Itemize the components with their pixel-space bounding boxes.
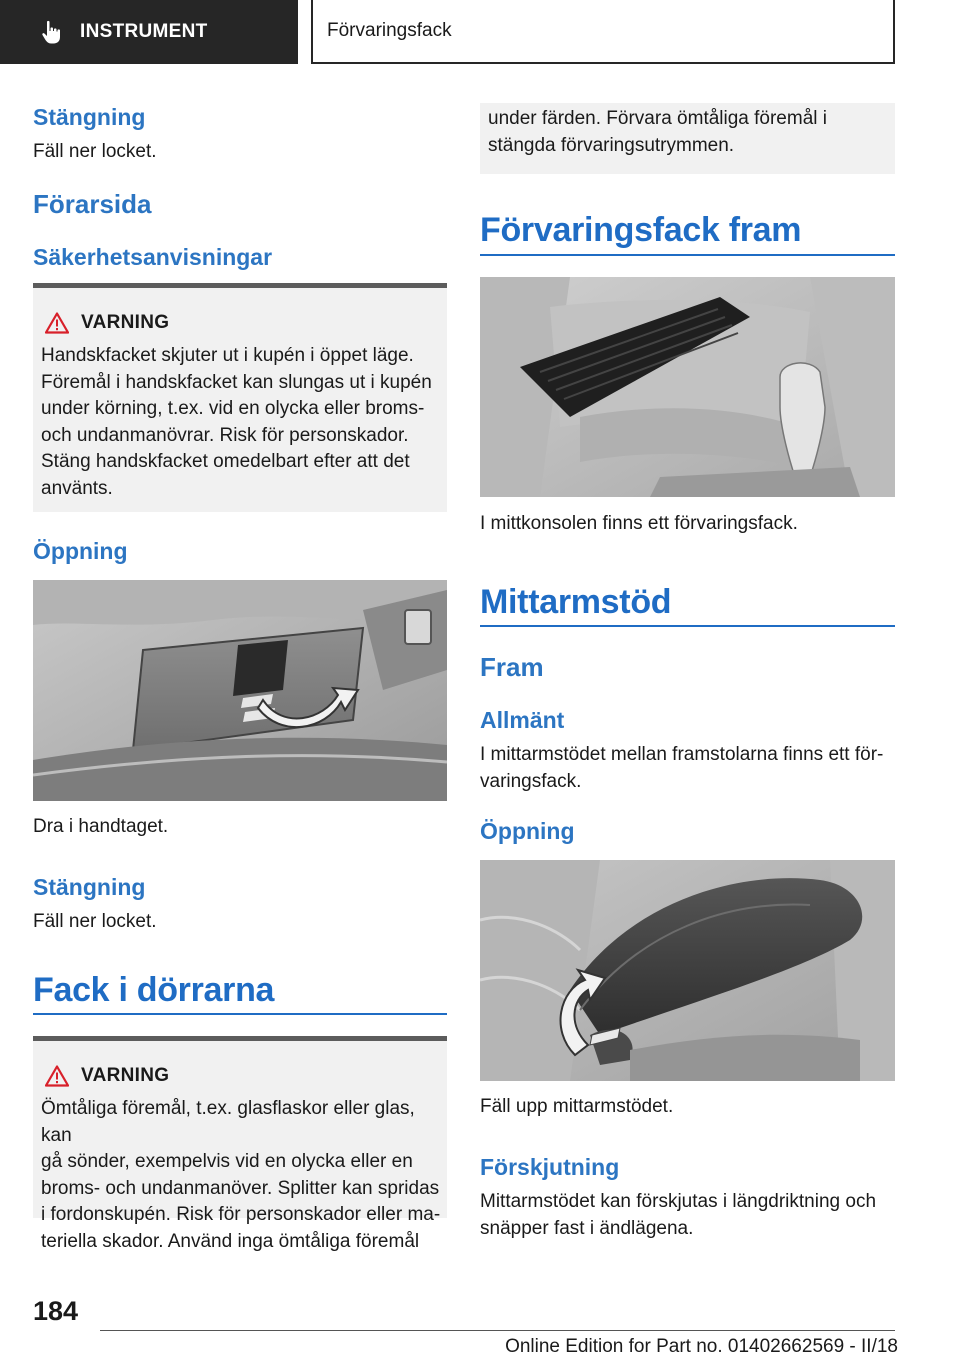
warning-line: och undanmanövrar. Risk för personskador.: [41, 424, 409, 446]
shifting-heading: Förskjutning: [480, 1154, 620, 1180]
warning-line: under färden. Förvara ömtåliga föremål i: [488, 108, 827, 129]
warning-line: stängda förvaringsutrymmen.: [488, 134, 735, 156]
center-console-illustration: [480, 277, 895, 497]
section-label: INSTRUMENT: [80, 21, 208, 42]
warning-line: Stäng handskfacket omedelbart efter att det: [41, 451, 410, 472]
warning-label-2: VARNING: [81, 1065, 170, 1086]
warning-line: i fordonskupén. Risk för personskador eller ma-: [41, 1204, 441, 1225]
footer-rule: [100, 1330, 895, 1331]
door-pockets-heading: Fack i dörrarna: [33, 971, 275, 1009]
page-number: 184: [33, 1296, 79, 1326]
text-line: snäpper fast i ändlägena.: [480, 1218, 694, 1239]
section-rule: [480, 625, 895, 627]
section-tab: [0, 0, 298, 64]
front-storage-caption: I mittkonsolen finns ett förvaringsfack.: [480, 513, 798, 534]
armrest-illustration: [480, 860, 895, 1081]
warning-text: [41, 343, 441, 502]
opening-caption: Dra i handtaget.: [33, 816, 169, 837]
warning-header: [45, 312, 169, 334]
text-line: I mittarmstödet mellan framstolarna finns ett för-: [480, 744, 884, 765]
edition-text: Online Edition for Part no. 01402662569 - II/18: [505, 1336, 898, 1357]
armrest-heading: Mittarmstöd: [480, 583, 672, 621]
closing-text: Fäll ner locket.: [33, 141, 157, 162]
warning-line: under körning, t.ex. vid en olycka eller broms-: [41, 398, 425, 419]
warning-continuation-text: [488, 106, 889, 159]
page-title-text: Förvaringsfack: [327, 20, 452, 41]
warning-triangle-icon: [45, 1065, 69, 1087]
section-rule: [480, 254, 895, 256]
hand-pointer-icon: [38, 18, 66, 46]
warning-line: Föremål i handskfacket kan slungas ut i kupén: [41, 371, 432, 393]
general-text: [480, 741, 883, 795]
driver-side-heading: Förarsida: [33, 189, 152, 219]
armrest-opening-caption: Fäll upp mittarmstödet.: [480, 1096, 674, 1117]
warning-text-2: [41, 1096, 441, 1255]
armrest-opening-heading: Öppning: [480, 818, 575, 844]
warning-header-2: [45, 1065, 169, 1087]
warning-line: gå sönder, exempelvis vid en olycka eller en: [41, 1151, 413, 1172]
opening-heading: Öppning: [33, 538, 128, 564]
closing-text-2: Fäll ner locket.: [33, 911, 157, 932]
warning-line: teriella skador. Använd inga ömtåliga föremål: [41, 1230, 420, 1252]
warning-box: [33, 283, 447, 512]
closing-heading: Stängning: [33, 104, 146, 130]
text-line: varingsfack.: [480, 771, 582, 792]
front-heading: Fram: [480, 652, 544, 682]
safety-heading: Säkerhetsanvisningar: [33, 244, 273, 270]
warning-line: broms- och undanmanöver. Splitter kan spridas: [41, 1177, 440, 1199]
closing-heading-2: Stängning: [33, 874, 146, 900]
glovebox-illustration: [33, 580, 447, 801]
front-storage-heading: Förvaringsfack fram: [480, 211, 802, 249]
general-heading: Allmänt: [480, 707, 565, 733]
warning-triangle-icon: [45, 312, 69, 334]
warning-line: använts.: [41, 477, 113, 499]
warning-line: Handskfacket skjuter ut i kupén i öppet läge.: [41, 345, 414, 366]
warning-label: VARNING: [81, 312, 170, 333]
page-title: [311, 0, 895, 64]
warning-box-2: [33, 1036, 447, 1252]
section-rule: [33, 1013, 447, 1015]
shifting-text: [480, 1188, 876, 1242]
text-line: Mittarmstödet kan förskjutas i längdriktning och: [480, 1191, 877, 1212]
warning-line: Ömtåliga föremål, t.ex. glasflaskor eller glas, kan: [41, 1098, 415, 1146]
warning-continuation-box: [480, 103, 895, 174]
